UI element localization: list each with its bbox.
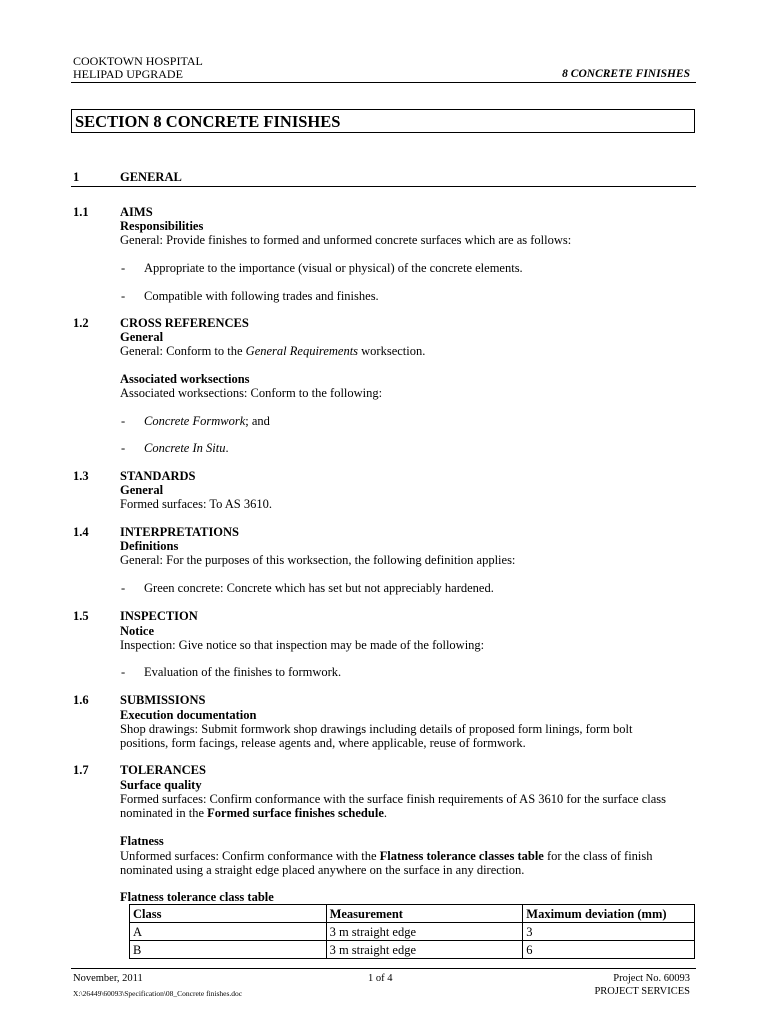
table-cell: 3 [523, 923, 695, 941]
header-project: HELIPAD UPGRADE [73, 67, 183, 81]
table-header-cell: Measurement [326, 905, 523, 923]
clause-number: 1.2 [73, 316, 89, 330]
table-cell: B [130, 941, 327, 959]
clause-text: Associated worksections: Conform to the following: [120, 386, 383, 400]
footer-rule [71, 968, 696, 969]
clause-subheading: Flatness [120, 834, 164, 848]
header-rule [71, 82, 696, 83]
clause-heading: CROSS REFERENCES [120, 316, 249, 330]
clause-subheading: Responsibilities [120, 219, 204, 233]
clause-subheading: General [120, 483, 164, 497]
clause-number: 1.5 [73, 609, 89, 623]
bullet-text: Appropriate to the importance (visual or physical) of the concrete elements. [144, 261, 523, 275]
table-cell: 6 [523, 941, 695, 959]
clause-number: 1.7 [73, 763, 89, 777]
table-row [130, 923, 695, 941]
clause-heading: AIMS [120, 205, 153, 219]
clause-text: Unformed surfaces: Confirm conformance with the Flatness tolerance classes table for the class of finish [120, 849, 653, 863]
clause-text: Shop drawings: Submit formwork shop drawings including details of proposed form linings, form bolt [120, 722, 633, 736]
table-row [130, 941, 695, 959]
bullet-dash: - [121, 581, 126, 595]
bullet-dash: - [121, 261, 126, 275]
section-title-box [71, 109, 695, 133]
footer-page-number: 1 of 4 [368, 973, 393, 984]
general-heading: GENERAL [120, 170, 182, 184]
clause-subheading: General [120, 330, 164, 344]
clause-text: Formed surfaces: To AS 3610. [120, 497, 273, 511]
table-header-cell: Class [130, 905, 327, 923]
general-number: 1 [73, 170, 80, 184]
table-title: Flatness tolerance class table [120, 890, 274, 904]
table-header-row [130, 905, 695, 923]
bullet-dash: - [121, 441, 126, 455]
clause-text: Inspection: Give notice so that inspection may be made of the following: [120, 638, 485, 652]
clause-subheading: Surface quality [120, 778, 202, 792]
clause-heading: INTERPRETATIONS [120, 525, 240, 539]
clause-number: 1.6 [73, 693, 89, 707]
clause-heading: SUBMISSIONS [120, 693, 206, 707]
bullet-text: Concrete In Situ. [144, 441, 229, 455]
clause-subheading: Execution documentation [120, 708, 257, 722]
bullet-text: Compatible with following trades and finishes. [144, 289, 379, 303]
clause-text: nominated in the Formed surface finishes schedule. [120, 806, 387, 820]
clause-text: General: Provide finishes to formed and unformed concrete surfaces which are as follows: [120, 233, 572, 247]
clause-heading: TOLERANCES [120, 763, 206, 777]
clause-subheading: Notice [120, 624, 155, 638]
table-cell: 3 m straight edge [326, 923, 523, 941]
clause-text: General: Conform to the General Requirements worksection. [120, 344, 426, 358]
footer-department: PROJECT SERVICES [594, 986, 690, 997]
clause-heading: INSPECTION [120, 609, 198, 623]
clause-text: nominated using a straight edge placed anywhere on the surface in any direction. [120, 863, 525, 877]
footer-file-path: X:\26449\60093\Specification\08_Concrete finishes.doc [73, 989, 243, 998]
general-rule [71, 186, 696, 187]
clause-heading: STANDARDS [120, 469, 196, 483]
bullet-dash: - [121, 289, 126, 303]
clause-number: 1.1 [73, 205, 89, 219]
clause-text: positions, form facings, release agents and, where applicable, reuse of formwork. [120, 736, 526, 750]
table-header-cell: Maximum deviation (mm) [523, 905, 695, 923]
footer-date: November, 2011 [73, 973, 143, 984]
section-title: SECTION 8 CONCRETE FINISHES [75, 112, 341, 131]
clause-subheading: Definitions [120, 539, 179, 553]
header-hospital: COOKTOWN HOSPITAL [73, 54, 203, 68]
bullet-dash: - [121, 665, 126, 679]
bullet-text: Concrete Formwork; and [144, 414, 270, 428]
table-cell: A [130, 923, 327, 941]
clause-subheading: Associated worksections [120, 372, 250, 386]
clause-text: General: For the purposes of this worksection, the following definition applies: [120, 553, 516, 567]
flatness-tolerance-table [129, 904, 695, 959]
clause-number: 1.4 [73, 525, 89, 539]
bullet-dash: - [121, 414, 126, 428]
clause-number: 1.3 [73, 469, 89, 483]
footer-project-number: Project No. 60093 [613, 973, 690, 984]
bullet-text: Green concrete: Concrete which has set but not appreciably hardened. [144, 581, 494, 595]
clause-text: Formed surfaces: Confirm conformance with the surface finish requirements of AS 3610 for the surface class [120, 792, 667, 806]
header-section: 8 CONCRETE FINISHES [562, 68, 690, 80]
bullet-text: Evaluation of the finishes to formwork. [144, 665, 342, 679]
table-cell: 3 m straight edge [326, 941, 523, 959]
